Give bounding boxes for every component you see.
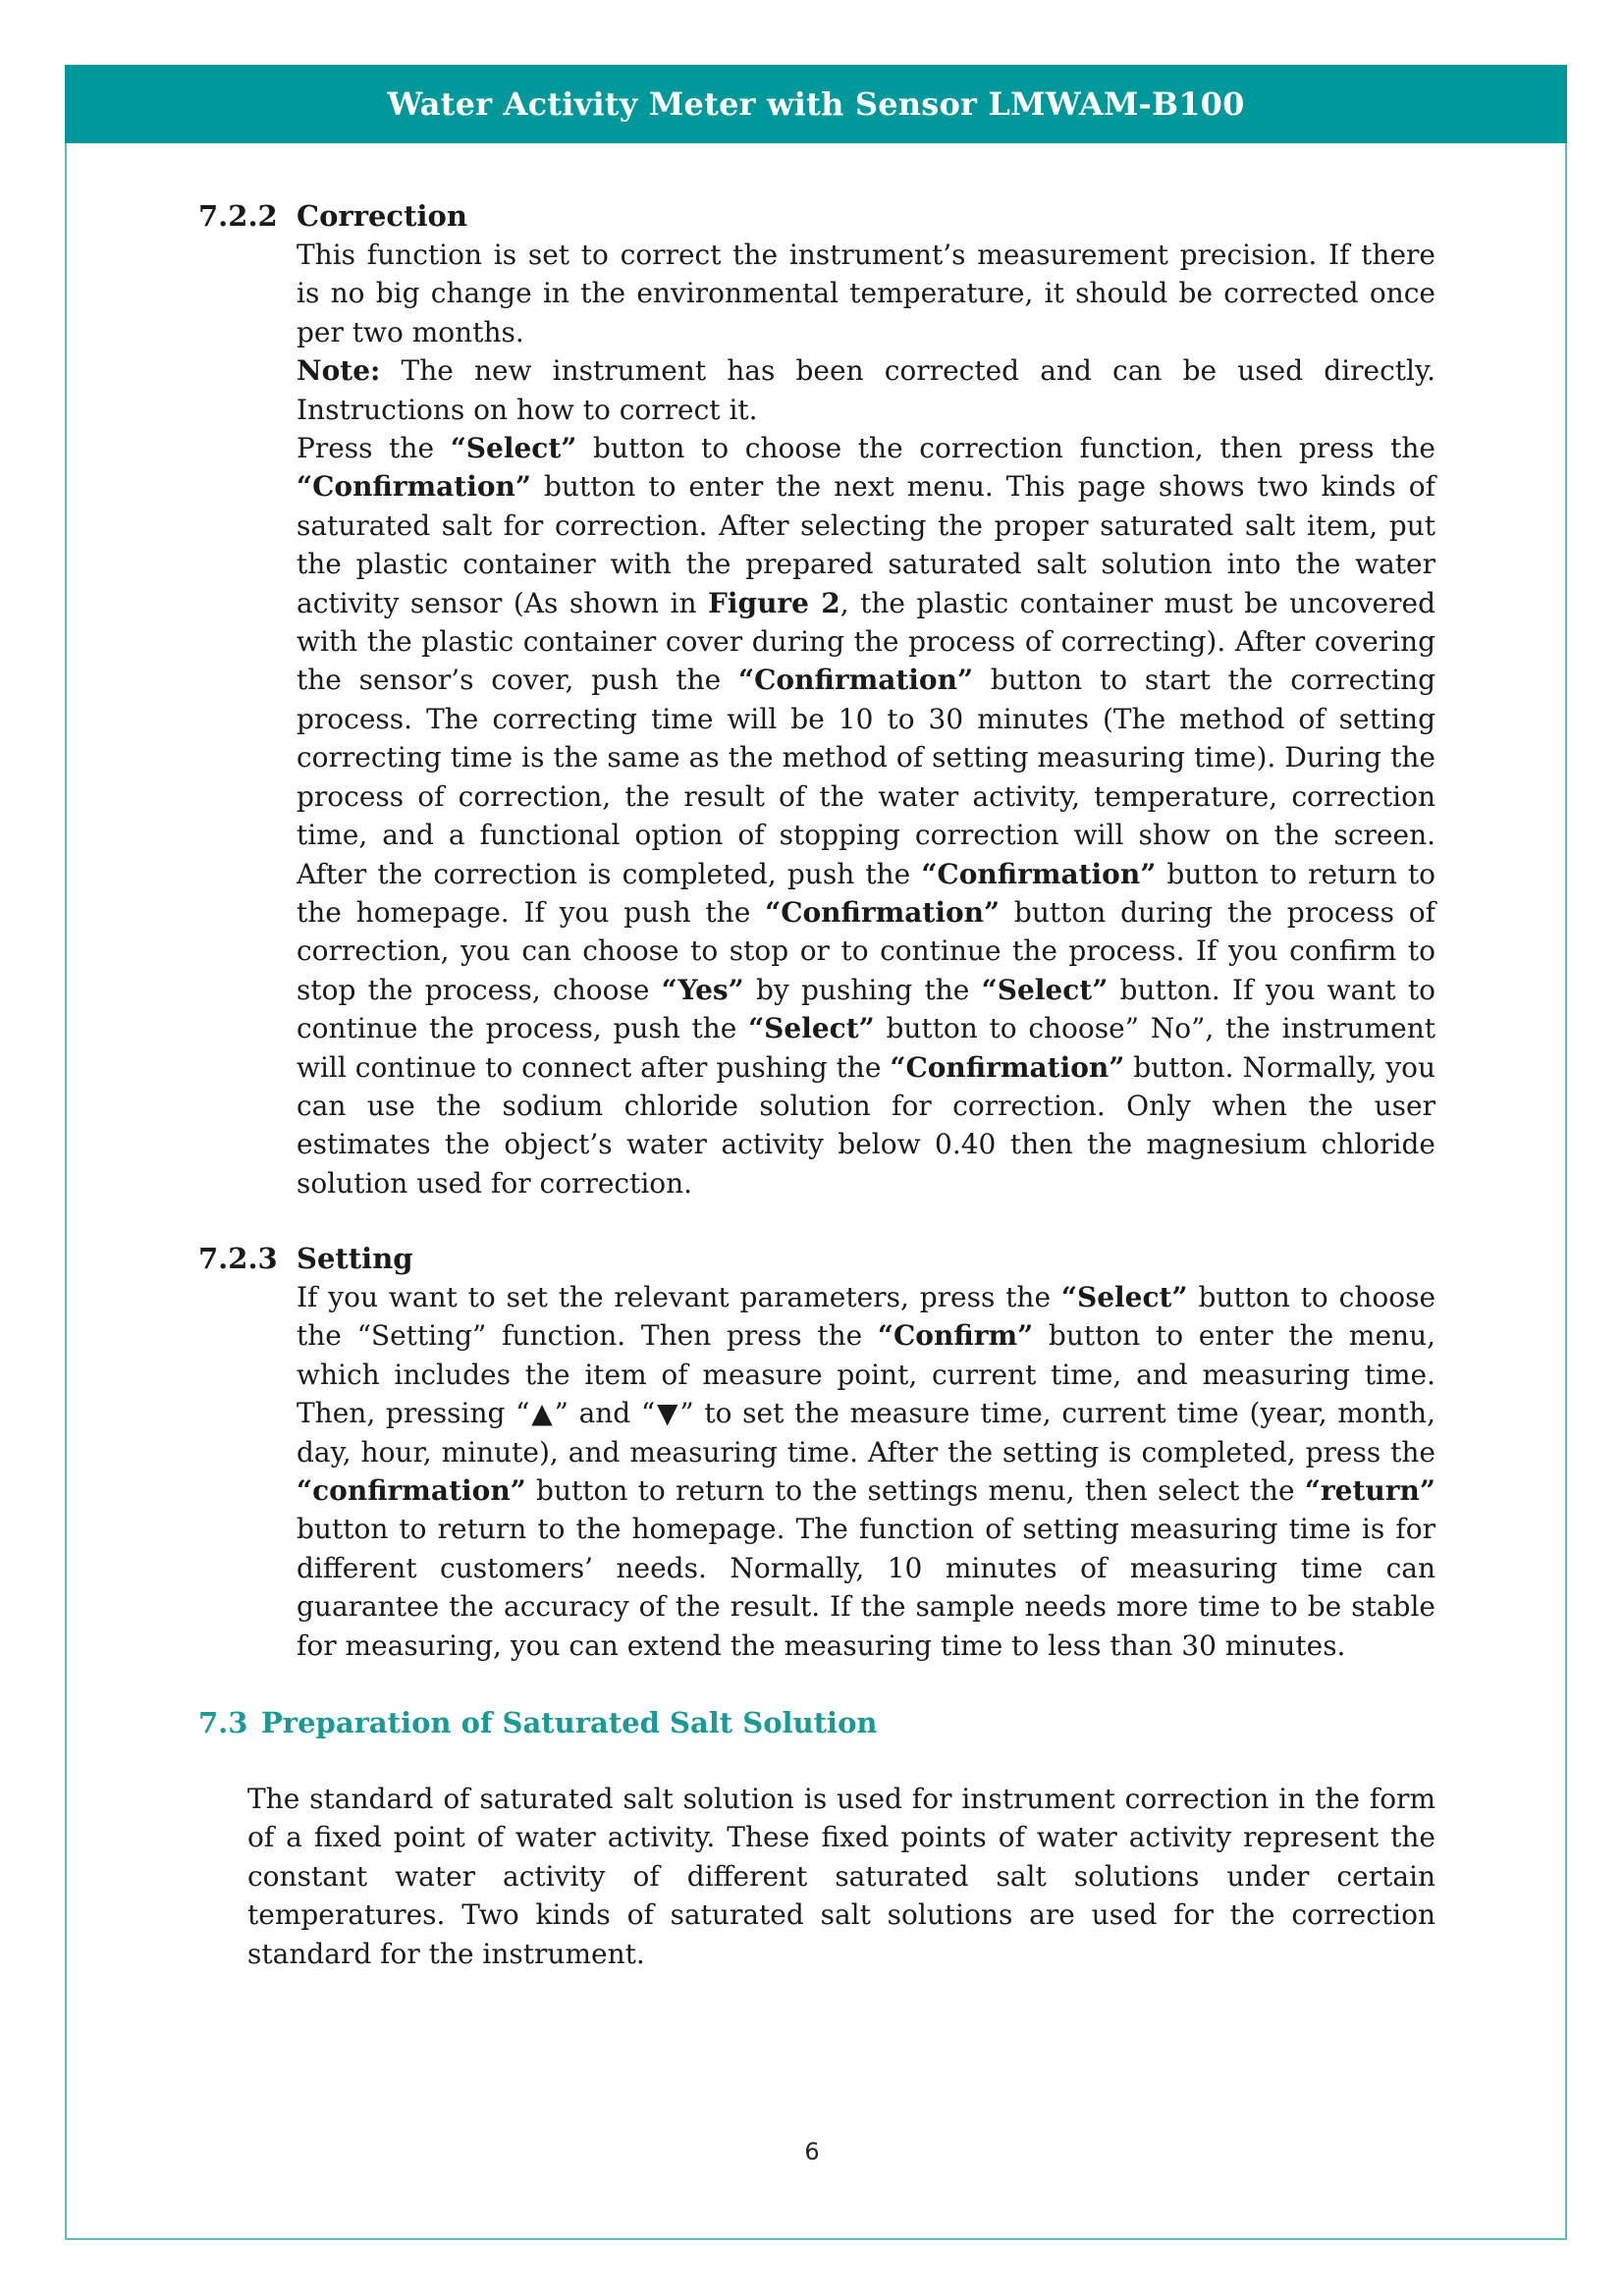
bold-term: “Yes” xyxy=(661,973,744,1006)
bold-term: “Select” xyxy=(981,973,1109,1006)
section-number: 7.2.2 xyxy=(198,199,278,233)
bold-term: “Confirmation” xyxy=(890,1050,1125,1084)
document-title: Water Activity Meter with Sensor LMWAM-B100 xyxy=(387,85,1245,123)
page-number: 6 xyxy=(804,2138,820,2165)
bold-term: “Confirmation” xyxy=(297,470,532,504)
section-title: Correction xyxy=(297,199,467,233)
section-body xyxy=(297,236,1435,1202)
note-text: The new instrument has been corrected and can be used directly. Instructions on how to correct it. xyxy=(297,354,1435,426)
section-title: Preparation of Saturated Salt Solution xyxy=(261,1706,878,1739)
paragraph: Press the “Select” button to choose the correction function, then press the “Confirmation” button to enter the next menu. This page shows two kinds of saturated salt for correction. After selecting the proper saturated salt item, put the plastic container with the prepared saturated salt solution into the water activity sensor (As shown in Figure 2, the plastic container must be uncovered with the plastic container cover during the process of correcting). After covering the sensor’s cover, push the “Confirmation” button to start the correcting process. The correcting time will be 10 to 30 minutes (The method of setting correcting time is the same as the method of setting measuring time). During the process of correction, the result of the water activity, temperature, correction time, and a functional option of stopping correction will show on the screen. After the correction is completed, push the “Confirmation” button to return to the homepage. If you push the “Confirmation” button during the process of correction, you can choose to stop or to continue the process. If you confirm to stop the process, choose “Yes” by pushing the “Select” button. If you want to continue the process, push the “Select” button to choose” No”, the instrument will continue to connect after pushing the “Confirmation” button. Normally, you can use the sodium chloride solution for correction. Only when the user estimates the object’s water activity below 0.40 then the magnesium chloride solution used for correction. xyxy=(297,432,1436,1200)
section-heading xyxy=(198,1703,1435,1742)
bold-term: “Select” xyxy=(1060,1281,1188,1313)
bold-term: “Confirm” xyxy=(877,1319,1034,1353)
paragraph: The standard of saturated salt solution is used for instrument correction in the form of a fixed point of water activity. These fixed points of water activity represent the constant water activity of different saturated salt solutions under certain temperatures. Two kinds of saturated salt solutions are used for the correction standard for the instrument. xyxy=(247,1783,1435,1970)
bold-term: “Confirmation” xyxy=(765,895,1001,929)
paragraph: This function is set to correct the instrument’s measurement precision. If there is no big change in the environmental temperature, it should be corrected once per two months. xyxy=(297,239,1435,348)
bold-term: “confirmation” xyxy=(297,1474,526,1508)
paragraph: If you want to set the relevant parameters, press the “Select” button to choose the “Setting” function. Then press the “Confirm” button to enter the menu, which includes the item of measure point, current time, and measuring time. Then, pressing “▲” and “▼” to set the measure time, current time (year, month, day, hour, minute), and measuring time. After the setting is completed, press the “confirmation” button to return to the settings menu, then select the “return” button to return to the homepage. The function of setting measuring time is for different customers’ needs. Normally, 10 minutes of measuring time can guarantee the accuracy of the result. If the sample needs more time to be stable for measuring, you can extend the measuring time to less than 30 minutes. xyxy=(297,1281,1436,1662)
bold-term: “Confirmation” xyxy=(921,857,1157,890)
section-number: 7.2.3 xyxy=(198,1242,278,1275)
section-7-2-2 xyxy=(198,196,1435,1202)
section-title: Setting xyxy=(297,1242,413,1275)
section-body xyxy=(297,1278,1435,1665)
section-7-2-3 xyxy=(198,1239,1435,1665)
bold-term: “Confirmation” xyxy=(738,664,974,697)
section-heading xyxy=(198,1239,1435,1278)
bold-term: Figure 2 xyxy=(707,586,840,619)
bold-term: “Select” xyxy=(450,432,577,465)
section-7-3 xyxy=(198,1703,1435,1742)
page-header xyxy=(65,65,1567,143)
bold-term: “Select” xyxy=(748,1012,875,1045)
note-label: Note: xyxy=(297,354,381,388)
bold-term: “return” xyxy=(1304,1474,1435,1508)
section-7-3-body xyxy=(247,1780,1435,1973)
section-number: 7.3 xyxy=(198,1706,248,1739)
note-paragraph xyxy=(297,351,1435,429)
section-heading xyxy=(198,196,1435,236)
